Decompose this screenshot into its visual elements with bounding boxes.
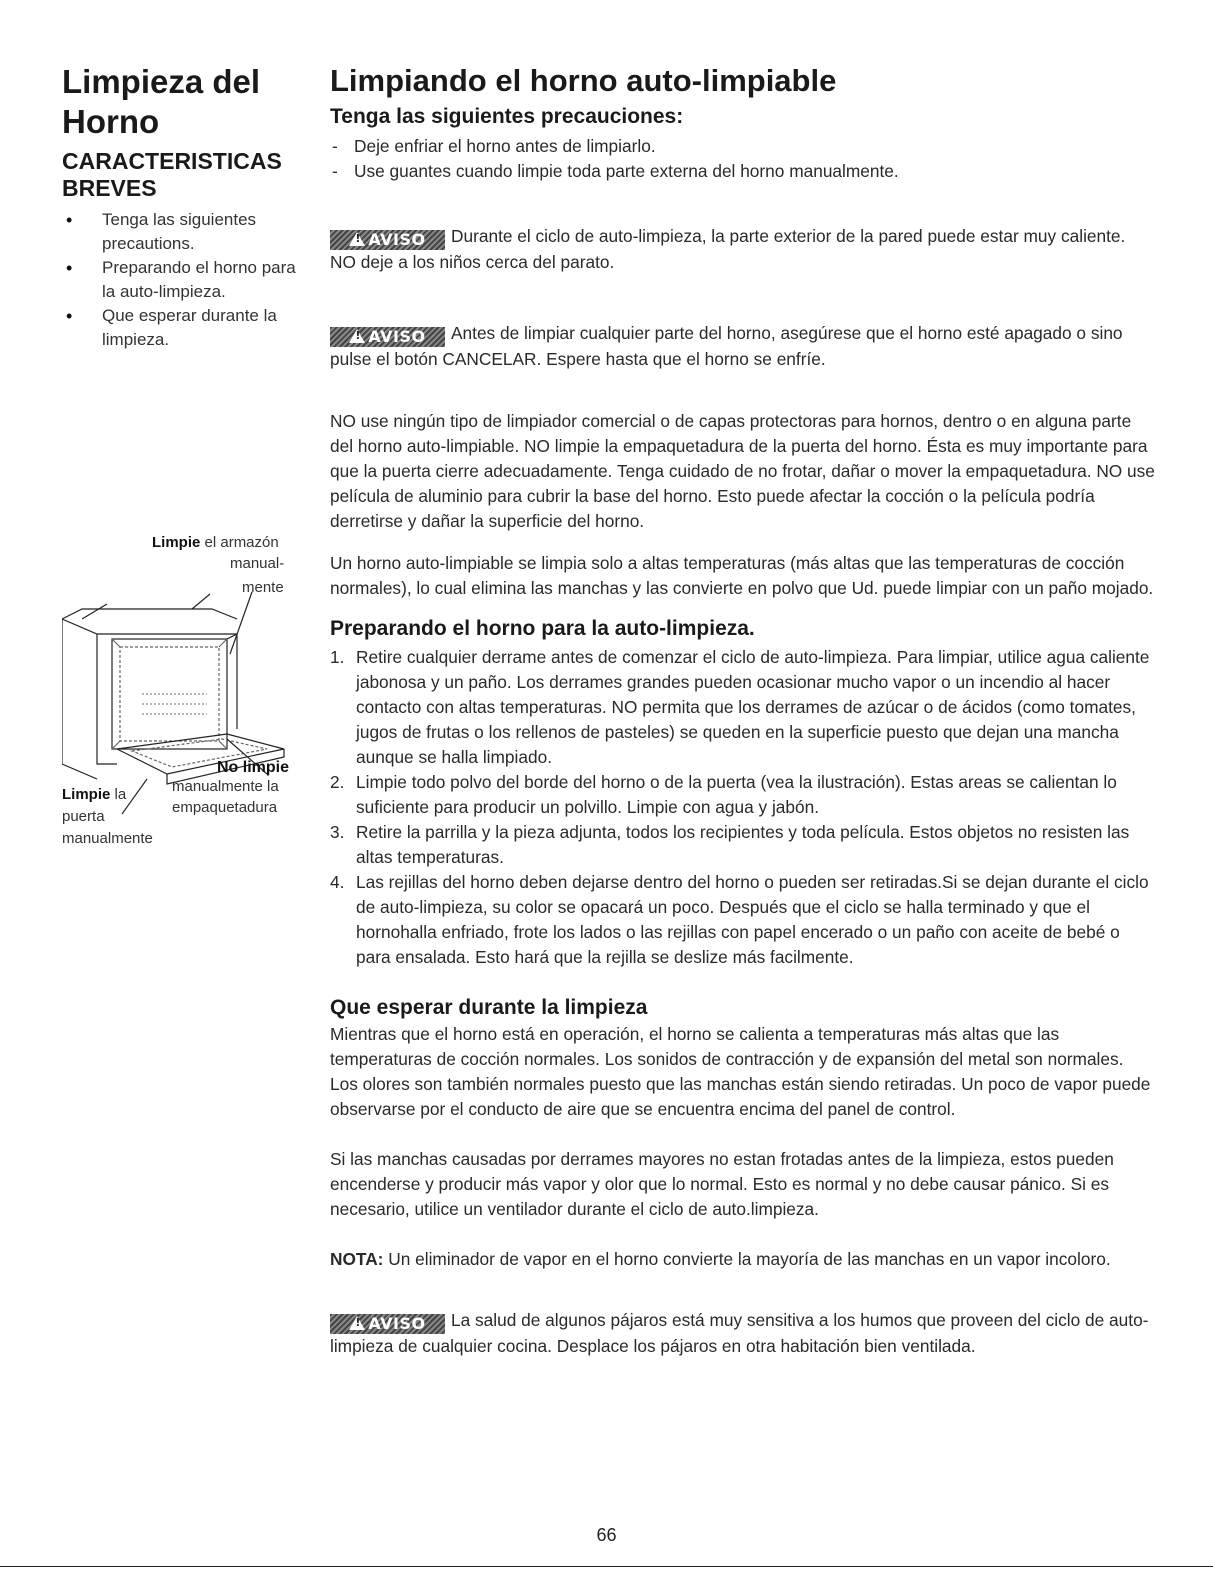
- sidebar-subtitle: CARACTERISTICAS BREVES: [62, 148, 282, 201]
- paragraph-self-clean: Un horno auto-limpiable se limpia solo a altas temperaturas (más altas que las temperaturas de cocción normales), lo cual elimina las manchas y las convierte en polvo que Ud. puede limpiar con un paño mojado.: [330, 553, 1154, 598]
- warning-1: !AVISO Durante el ciclo de auto-limpieza, la parte exterior de la pared puede estar muy caliente. NO deje a los niños cerca del parato.: [330, 224, 1155, 275]
- page-title: Limpiando el horno auto-limpiable: [330, 63, 837, 98]
- sidebar-list: [62, 208, 312, 352]
- sidebar-list-item: • Que esperar durante la limpieza.: [62, 304, 312, 352]
- expect-paragraph-2: Si las manchas causadas por derrames mayores no estan frotadas antes de la limpieza, estos pueden encenderse y producir más vapor y olor que lo normal. Esto es normal y no debe causar pánico. Si es necesario, utilice un ventilador durante el ciclo de auto.limpieza.: [330, 1149, 1114, 1219]
- prep-steps-list: [330, 645, 1155, 970]
- warning-icon: !AVISO: [330, 327, 445, 347]
- prep-heading: Preparando el horno para la auto-limpieza.: [330, 617, 755, 640]
- precautions-heading: Tenga las siguientes precauciones:: [330, 105, 684, 128]
- nota-paragraph: NOTA: Un eliminador de vapor en el horno convierte la mayoría de las manchas en un vapor incoloro.: [330, 1249, 1111, 1269]
- prep-step: 4. Las rejillas del horno deben dejarse dentro del horno o pueden ser retiradas.Si se dejan durante el ciclo de auto-limpieza, su color se opacará un poco. Después que el ciclo se halla terminado y que el hornohalla enfriado, frote los lados o las rejillas con papel encerado o un paño con aceite de bebé o para ensalada. Esto hará que la rejilla se deslize más facilmente.: [330, 872, 1149, 967]
- precaution-item: - Deje enfriar el horno antes de limpiarlo.: [330, 134, 1155, 159]
- precautions-list: [330, 134, 1155, 184]
- warning-2: !AVISO Antes de limpiar cualquier parte del horno, asegúrese que el horno esté apagado o sino pulse el botón CANCELAR. Espere hasta que el horno se enfríe.: [330, 321, 1155, 372]
- prep-step: 3. Retire la parrilla y la pieza adjunta, todos los recipientes y toda película. Estos objetos no resisten las altas temperaturas.: [330, 822, 1130, 867]
- expect-heading: Que esperar durante la limpieza: [330, 996, 648, 1019]
- page-number: 66: [596, 1525, 617, 1545]
- footer-rule: [0, 1566, 1213, 1567]
- sidebar-title: Limpieza del Horno: [62, 63, 261, 140]
- label-frame-line3: mente: [242, 579, 284, 596]
- prep-step: 2. Limpie todo polvo del borde del horno o de la puerta (vea la ilustración). Estas areas se calientan lo suficiente para producir un polvillo. Limpie con agua y jabón.: [330, 772, 1117, 817]
- expect-paragraph-1: Mientras que el horno está en operación, el horno se calienta a temperaturas más altas que las temperaturas de cocción normales. Los sonidos de contracción y de expansión del metal son normales. Los olores son también normales puesto que las manchas están siendo retiradas. Un poco de vapor puede observarse por el conducto de aire que se encuentra encima del panel de control.: [330, 1024, 1151, 1119]
- label-gasket: No limpie: [217, 759, 290, 776]
- label-frame-line2: manual-: [230, 555, 285, 572]
- prep-step: 1. Retire cualquier derrame antes de comenzar el ciclo de auto-limpieza. Para limpiar, utilice agua caliente jabonosa y un paño. Los derrames grandes pueden ocasionar mucho vapor o un incendio al hacer contacto con altas temperaturas. NO permita que los derrames de azúcar o de ácidos (como tomates, jugos de frutas o los rellenos de pasteles) se queden en la superficie puesto que dejan una mancha aunque se halla limpiado.: [330, 647, 1150, 767]
- label-door: Limpie la: [62, 786, 127, 803]
- sidebar: [62, 62, 312, 352]
- label-gasket-line2: manualmente la: [172, 778, 279, 795]
- warning-icon: !AVISO: [330, 230, 445, 250]
- sidebar-list-item: • Preparando el horno para la auto-limpieza.: [62, 256, 312, 304]
- sidebar-list-item: • Tenga las siguientes precautions.: [62, 208, 312, 256]
- main-content: [330, 62, 1155, 1359]
- label-door-line2: puerta: [62, 808, 105, 825]
- warning-icon: !AVISO: [330, 1314, 445, 1334]
- precaution-item: - Use guantes cuando limpie toda parte externa del horno manualmente.: [330, 159, 1155, 184]
- label-frame: Limpie el armazón: [152, 534, 279, 551]
- warning-3: !AVISO La salud de algunos pájaros está muy sensitiva a los humos que proveen del ciclo de auto- limpieza de cualquier cocina. Desplace los pájaros en otra habitación bien ventilada.: [330, 1308, 1155, 1359]
- oven-illustration: [62, 534, 312, 884]
- label-door-line3: manualmente: [62, 830, 153, 847]
- label-gasket-line3: empaquetadura: [172, 799, 278, 816]
- nota-label: NOTA:: [330, 1249, 384, 1269]
- paragraph-no-cleaner: NO use ningún tipo de limpiador comercial o de capas protectoras para hornos, dentro o en alguna parte del horno auto-limpiable. NO limpie la empaquetadura de la puerta del horno. Ésta es muy importante para que la puerta cierre adecuadamente. Tenga cuidado de no frotar, dañar o mover la empaquetadura. NO use película de aluminio para cubrir la base del horno. Esto puede afectar la cocción o la película podría derretirse y dañar la superficie del horno.: [330, 411, 1155, 531]
